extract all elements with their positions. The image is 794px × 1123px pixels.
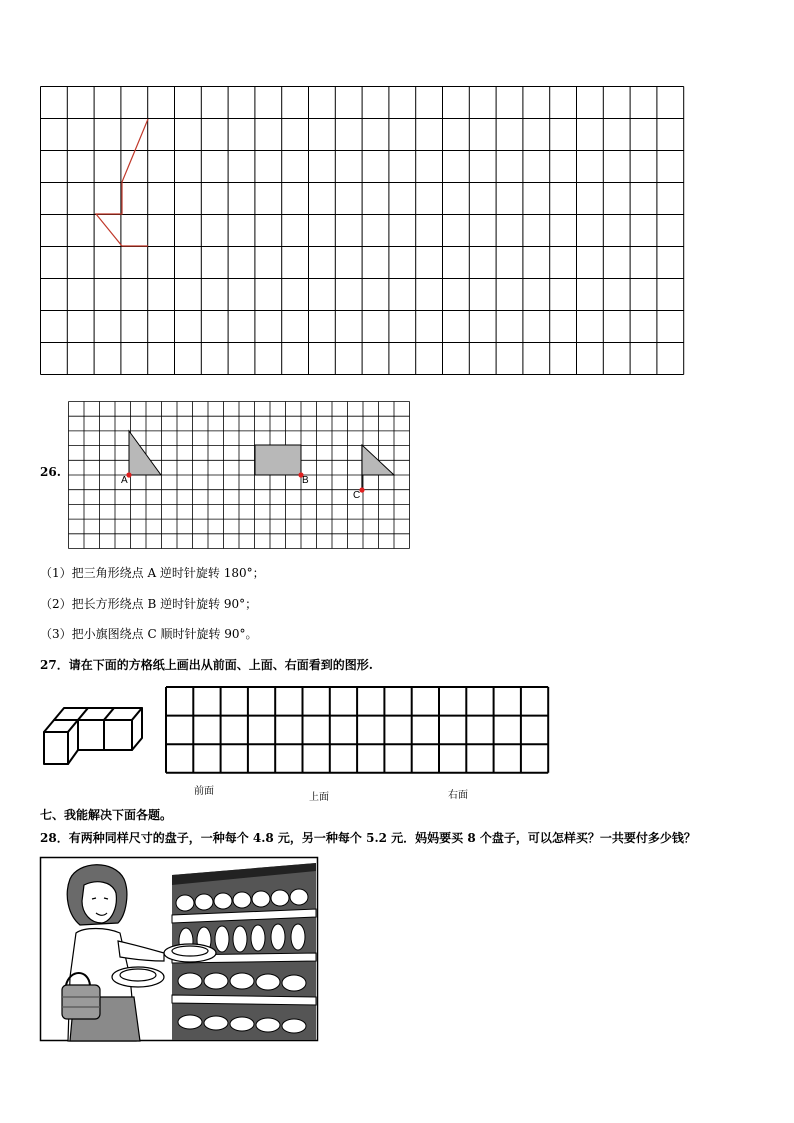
q26-task-1: （1）把三角形绕点 A 逆时针旋转 180°； bbox=[40, 566, 265, 580]
q26-number: 26. bbox=[40, 465, 61, 479]
q27-blocks-figure bbox=[40, 706, 146, 768]
q28-illustration bbox=[40, 857, 318, 1041]
q27-drawing-grid bbox=[165, 686, 549, 774]
q25-grid bbox=[40, 86, 686, 376]
q27-view-front: 前面 bbox=[194, 786, 214, 797]
q26-triangle bbox=[129, 431, 161, 475]
q28-question: 28．有两种同样尺寸的盘子，一种每个 4.8 元，另一种每个 5.2 元．妈妈要买 8 个盘子，可以怎样买？一共要付多少钱？ bbox=[40, 831, 696, 845]
q26-task-3: （3）把小旗图绕点 C 顺时针旋转 90°。 bbox=[40, 627, 258, 641]
q26-rectangle bbox=[255, 445, 301, 475]
section7-title: 七、我能解决下面各题。 bbox=[40, 808, 173, 822]
q26-label-c: C bbox=[353, 490, 361, 501]
q27-view-top: 上面 bbox=[309, 792, 329, 803]
q27-question: 27．请在下面的方格纸上画出从前面、上面、右面看到的图形. bbox=[40, 658, 373, 672]
q27-view-right: 右面 bbox=[448, 790, 468, 801]
q26-task-2: （2）把长方形绕点 B 逆时针旋转 90°； bbox=[40, 597, 258, 611]
q26-grid bbox=[68, 401, 410, 549]
q26-label-a: A bbox=[121, 475, 128, 486]
q26-label-b: B bbox=[302, 475, 309, 486]
q26-flag bbox=[362, 445, 394, 490]
